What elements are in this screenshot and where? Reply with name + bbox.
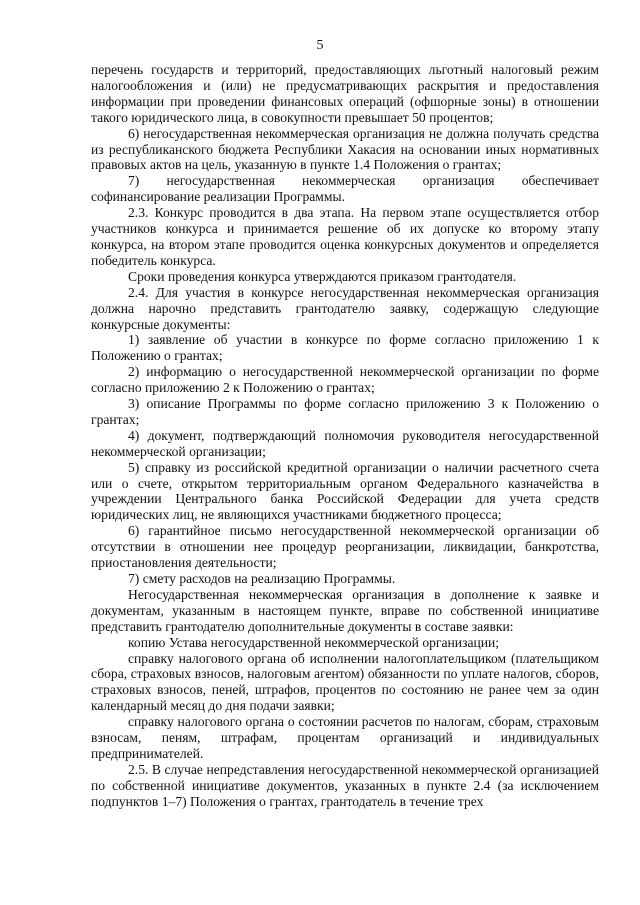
paragraph-5: Сроки проведения конкурса утверждаются приказом грантодателя. — [128, 268, 517, 284]
paragraph-14: Негосударственная некоммерческая организация в дополнение к заявке и документам, указанным в настоящем пункте, вправе по собственной инициативе представить грантодателю дополнительные документы в составе заявки: — [91, 586, 599, 634]
page-number: 5 — [316, 38, 324, 53]
paragraph-10: 4) документ, подтверждающий полномочия руководителя негосударственной некоммерческой организации; — [91, 427, 599, 459]
paragraph-9: 3) описание Программы по форме согласно приложению 3 к Положению о грантах; — [91, 396, 599, 427]
paragraph-16: справку налогового органа об исполнении налогоплательщиком (плательщиком сбора, страховых взносов, налоговым агентом) обязанности по уплате налогов, сборов, страховых взносов, пеней, штрафов, процентов по состоянию не ранее чем за один календарный месяц до дня подачи заявки; — [91, 650, 599, 714]
paragraph-13: 7) смету расходов на реализацию Программы. — [128, 571, 396, 586]
paragraph-15: копию Устава негосударственной некоммерческой организации; — [128, 634, 500, 650]
paragraph-8: 2) информацию о негосударственной некоммерческой организации по форме согласно приложению 2 к Положению о грантах; — [91, 364, 599, 396]
paragraph-2: 6) негосударственная некоммерческая организация не должна получать средства из республиканского бюджета Республики Хакасия на основании иных нормативных правовых актов на цель, указанную в пункте 1.4 Положения о грантах; — [91, 125, 599, 173]
document-body — [91, 62, 599, 810]
paragraph-6: 2.4. Для участия в конкурсе негосударственная некоммерческая организация должна нарочно представить грантодателю заявку, содержащую следующие конкурсные документы: — [91, 284, 599, 332]
paragraph-17: справку налогового органа о состоянии расчетов по налогам, сборам, страховым взносам, пеням, штрафам, процентам организаций и индивидуальных предпринимателей. — [91, 714, 599, 761]
paragraph-1: перечень государств и территорий, предоставляющих льготный налоговый режим налогообложения и (или) не предусматривающих раскрытия и предоставления информации при проведении финансовых операций (офшорные зоны) в отношении такого юридического лица, в совокупности превышает 50 процентов; — [91, 62, 599, 125]
paragraph-18: 2.5. В случае непредставления негосударственной некоммерческой организацией по собственной инициативе документов, указанных в пункте 2.4 (за исключением подпунктов 1–7) Положения о грантах, грантодатель в течение трех — [91, 761, 599, 809]
paragraph-12: 6) гарантийное письмо негосударственной некоммерческой организации об отсутствии в отношении нее процедур реорганизации, ликвидации, банкротства, приостановления деятельности; — [91, 523, 599, 571]
paragraph-7: 1) заявление об участии в конкурсе по форме согласно приложению 1 к Положению о грантах; — [91, 332, 599, 364]
paragraph-11: 5) справку из российской кредитной организации о наличии расчетного счета или о счете, открытом территориальным органом Федерального казначейства в учреждении Центрального банка Российской Федерации для учета средств юридических лиц, не являющихся участниками бюджетного процесса; — [91, 459, 599, 523]
paragraph-4: 2.3. Конкурс проводится в два этапа. На первом этапе осуществляется отбор участников конкурса и принимается решение об их допуске ко второму этапу конкурса, на втором этапе проводится оценка конкурсных документов и определяется победитель конкурса. — [91, 205, 599, 268]
paragraph-3: 7) негосударственная некоммерческая организация обеспечивает софинансирование реализации Программы. — [91, 173, 599, 205]
